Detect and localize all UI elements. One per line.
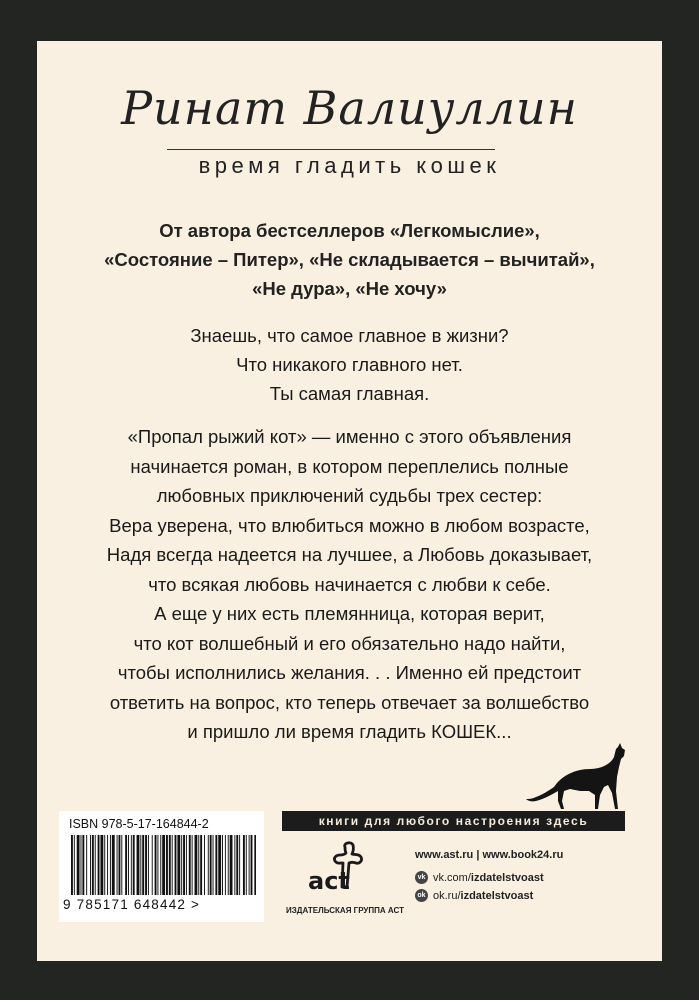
vk-icon: vk bbox=[415, 871, 428, 884]
barcode-bar bbox=[140, 835, 141, 895]
synopsis-line: что кот волшебный и его обязательно надо найти, bbox=[133, 632, 566, 654]
barcode-bar bbox=[119, 835, 121, 895]
barcode-bar bbox=[145, 835, 147, 895]
quote-line: Знаешь, что самое главное в жизни? bbox=[190, 325, 509, 346]
social-handle: izdatelstvoast bbox=[470, 871, 544, 884]
social-handle: izdatelstvoast bbox=[460, 889, 534, 902]
barcode-panel bbox=[59, 811, 264, 922]
barcode-bar bbox=[71, 835, 73, 895]
bestseller-lead bbox=[37, 216, 662, 303]
barcode-bar bbox=[210, 835, 212, 895]
barcode-bar bbox=[198, 835, 199, 895]
barcode-bar bbox=[90, 835, 91, 895]
publisher-name: ИЗДАТЕЛЬСКАЯ ГРУППА АСТ bbox=[286, 906, 404, 915]
barcode-bar bbox=[77, 835, 80, 895]
publisher-links bbox=[415, 849, 563, 902]
barcode-bar bbox=[107, 835, 108, 895]
social-vk[interactable] bbox=[415, 871, 563, 884]
barcode-bar bbox=[74, 835, 75, 895]
barcode-bar bbox=[239, 835, 240, 895]
barcode-bar bbox=[204, 835, 205, 895]
social-prefix: ok.ru/ bbox=[433, 889, 461, 902]
barcode-bar bbox=[82, 835, 84, 895]
barcode-bar bbox=[100, 835, 103, 895]
barcode-bar bbox=[166, 835, 168, 895]
barcode-bar bbox=[215, 835, 217, 895]
barcode-bar bbox=[192, 835, 193, 895]
website-links[interactable]: www.ast.ru | www.book24.ru bbox=[415, 849, 564, 861]
barcode-bar bbox=[172, 835, 173, 895]
synopsis-line: что всякая любовь начинается с любви к себе. bbox=[148, 573, 551, 595]
synopsis-line: Надя всегда надеется на лучшее, а Любовь доказывает, bbox=[106, 544, 593, 565]
barcode-bar bbox=[228, 835, 229, 895]
barcode-bar bbox=[112, 835, 115, 895]
barcode-bar bbox=[186, 835, 187, 895]
barcode-bar bbox=[142, 835, 144, 895]
social-ok[interactable] bbox=[415, 889, 563, 902]
barcode-bar bbox=[148, 835, 149, 895]
barcode-bar bbox=[92, 835, 94, 895]
synopsis-line: начинается роман, в котором переплелись полные bbox=[130, 455, 569, 477]
author-name: Ринат Валиуллин bbox=[121, 81, 578, 135]
synopsis-line: ответить на вопрос, кто теперь отвечает за волшебство bbox=[109, 691, 590, 713]
book-title: время гладить кошек bbox=[198, 153, 501, 178]
synopsis-line: любовных приключений судьбы трех сестер: bbox=[156, 485, 543, 506]
barcode-bar bbox=[236, 835, 238, 895]
synopsis bbox=[37, 422, 662, 747]
barcode-bar bbox=[162, 835, 165, 895]
lead-line: «Состояние – Питер», «Не складывается – вычитай», bbox=[104, 249, 595, 270]
barcode-bar bbox=[183, 835, 185, 895]
synopsis-line: и пришло ли время гладить КОШЕК... bbox=[187, 721, 512, 742]
social-prefix: vk.com/ bbox=[433, 871, 471, 884]
barcode-bar bbox=[152, 835, 153, 895]
lead-line: От автора бестселлеров «Легкомыслие», bbox=[159, 220, 540, 241]
barcode-bar bbox=[169, 835, 171, 895]
quote-line: Что никакого главного нет. bbox=[236, 354, 463, 375]
isbn-number: ISBN 978-5-17-164844-2 bbox=[69, 817, 209, 831]
synopsis-line: чтобы исполнились желания. . . Именно ей предстоит bbox=[117, 662, 582, 683]
barcode-digits: 9 785171 648442 > bbox=[63, 897, 201, 912]
cat-silhouette-icon bbox=[526, 743, 626, 815]
barcode-bar bbox=[243, 835, 245, 895]
barcode-bar bbox=[208, 835, 209, 895]
barcode-bar bbox=[117, 835, 118, 895]
barcode-bar bbox=[230, 835, 233, 895]
barcode-bar bbox=[160, 835, 161, 895]
barcode-bar bbox=[189, 835, 191, 895]
barcode-bar bbox=[213, 835, 214, 895]
barcode-bar bbox=[137, 835, 140, 895]
barcode-bar bbox=[222, 835, 223, 895]
barcode-bar bbox=[131, 835, 132, 895]
quote-block bbox=[37, 321, 662, 408]
synopsis-line: Вера уверена, что влюбиться можно в любом возрасте, bbox=[109, 514, 590, 536]
lead-line: «Не дура», «Не хочу» bbox=[252, 278, 447, 299]
book-back-cover bbox=[37, 41, 662, 961]
series-banner: книги для любого настроения здесь bbox=[282, 811, 625, 831]
barcode-bar bbox=[128, 835, 129, 895]
barcode-bar bbox=[125, 835, 127, 895]
barcode-bar bbox=[225, 835, 226, 895]
logo-text: act bbox=[308, 867, 350, 895]
synopsis-line: «Пропал рыжий кот» — именно с этого объявления bbox=[127, 426, 572, 447]
barcode-icon bbox=[71, 835, 256, 895]
barcode-bar bbox=[121, 835, 122, 895]
barcode-bar bbox=[246, 835, 247, 895]
barcode-bar bbox=[249, 835, 250, 895]
barcode-bar bbox=[254, 835, 256, 895]
barcode-bar bbox=[155, 835, 157, 895]
barcode-bar bbox=[234, 835, 235, 895]
barcode-bar bbox=[218, 835, 221, 895]
barcode-bar bbox=[195, 835, 198, 895]
barcode-bar bbox=[133, 835, 135, 895]
barcode-bar bbox=[200, 835, 202, 895]
barcode-bar bbox=[157, 835, 158, 895]
ok-icon: ok bbox=[415, 889, 428, 902]
author-underline bbox=[167, 149, 495, 150]
barcode-bar bbox=[104, 835, 105, 895]
barcode-bar bbox=[81, 835, 82, 895]
barcode-bar bbox=[95, 835, 96, 895]
quote-line: Ты самая главная. bbox=[269, 383, 430, 404]
barcode-bar bbox=[175, 835, 177, 895]
barcode-bar bbox=[181, 835, 182, 895]
barcode-bar bbox=[98, 835, 100, 895]
barcode-bar bbox=[86, 835, 87, 895]
barcode-bar bbox=[251, 835, 253, 895]
synopsis-line: А еще у них есть племянница, которая верит, bbox=[154, 603, 545, 624]
publisher-logo-icon bbox=[307, 841, 369, 899]
barcode-bar bbox=[177, 835, 180, 895]
barcode-bar bbox=[110, 835, 111, 895]
